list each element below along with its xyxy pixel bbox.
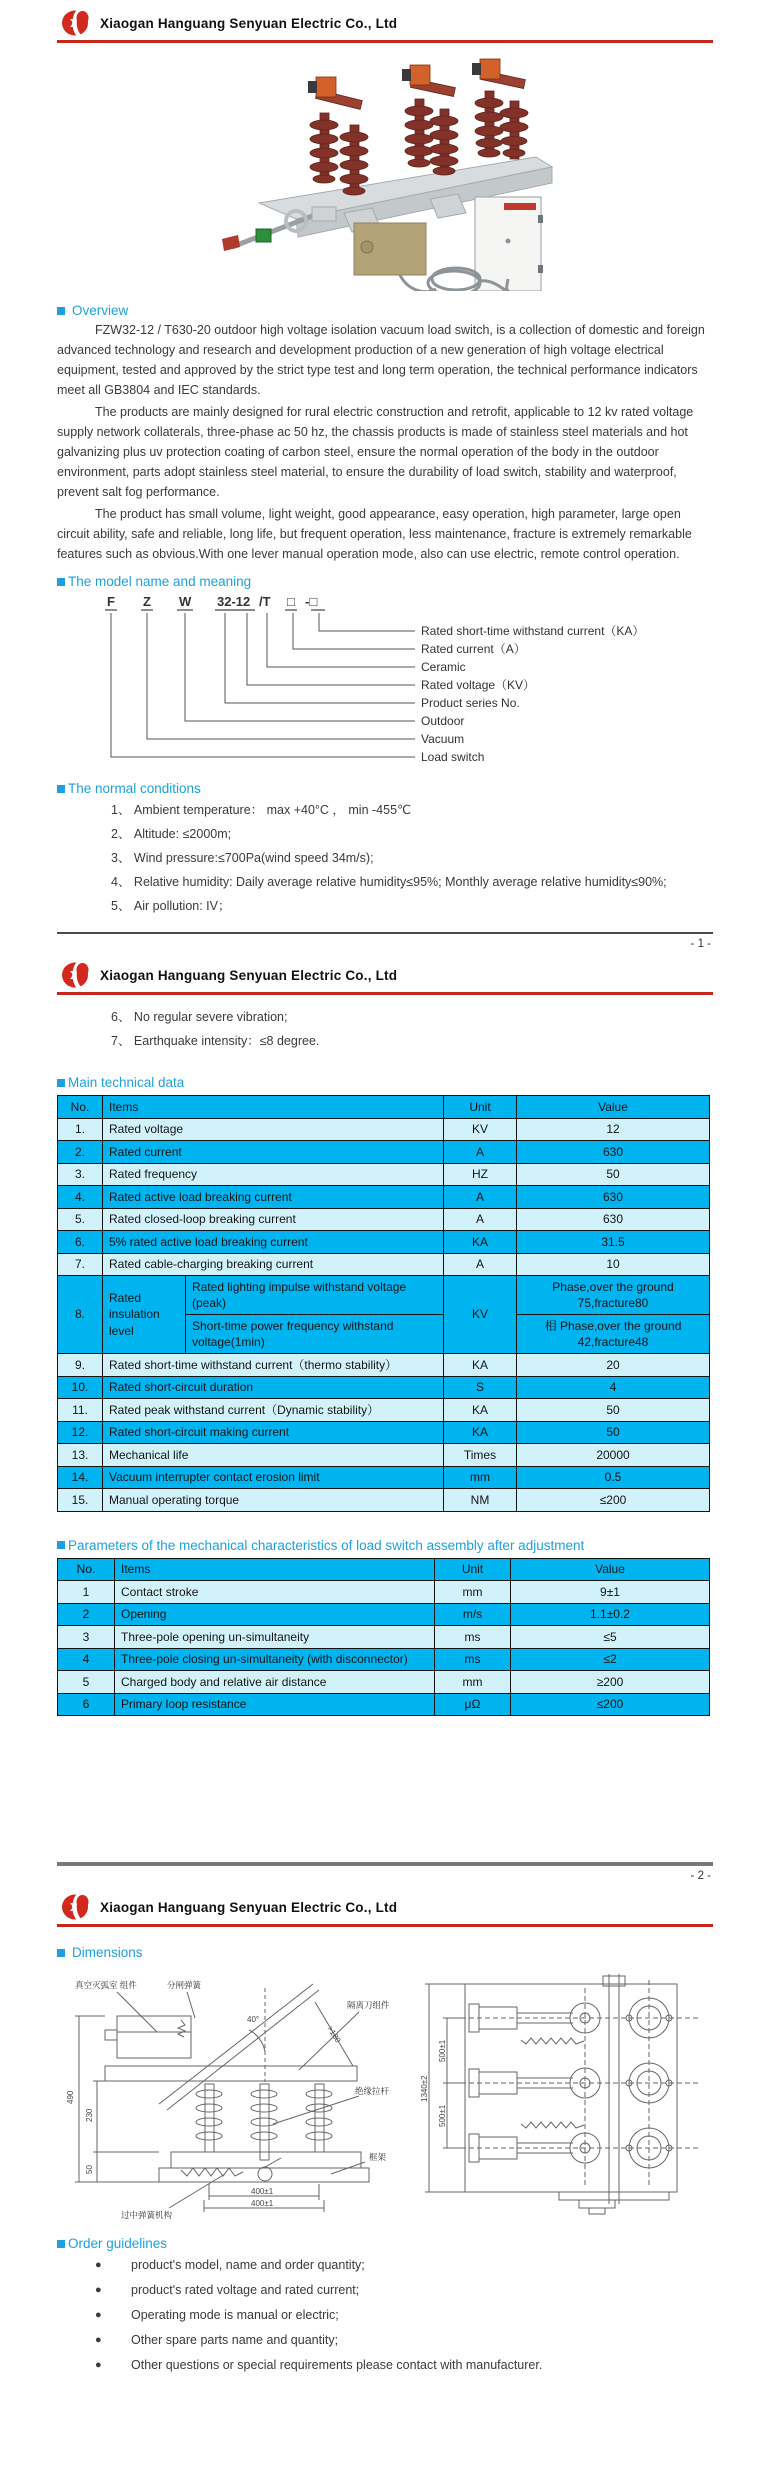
table-header-cell: Unit: [444, 1096, 517, 1119]
cell-unit: KV: [444, 1276, 517, 1354]
dimensions-drawing-front-view: [413, 1974, 713, 2226]
table-row: [58, 1163, 710, 1186]
section-bullet-icon: [57, 307, 65, 315]
cell-no: 6.: [58, 1231, 103, 1254]
section-title: The model name and meaning: [68, 574, 252, 589]
cell-value: 20000: [517, 1444, 710, 1467]
product-photo-wrap: [57, 43, 713, 293]
table-row: [58, 1581, 710, 1604]
table-row: [58, 1466, 710, 1489]
cell-item: Primary loop resistance: [115, 1693, 435, 1716]
cell-no: 1.: [58, 1118, 103, 1141]
cell-item: Rated peak withstand current（Dynamic stability）: [103, 1399, 444, 1422]
table-row: [58, 1489, 710, 1512]
order-item-text: product's model, name and order quantity;: [131, 2258, 365, 2272]
cell-no: 3.: [58, 1163, 103, 1186]
dimension-value: 500±1: [438, 2039, 447, 2062]
cell-item: Three-pole opening un-simultaneity: [115, 1626, 435, 1649]
section-title: Order guidelines: [68, 2236, 168, 2251]
cell-item: Short-time power frequency withstand voltage(1min): [186, 1315, 444, 1354]
cell-item: Rated voltage: [103, 1118, 444, 1141]
table-header-cell: No.: [58, 1096, 103, 1119]
company-logo-icon: [61, 961, 91, 989]
table-row: [58, 1276, 710, 1315]
cell-unit: A: [444, 1141, 517, 1164]
cell-unit: KA: [444, 1399, 517, 1422]
order-item-text: Operating mode is manual or electric;: [131, 2308, 339, 2322]
spacer: [57, 1716, 713, 1848]
cell-item: Rated short-circuit making current: [103, 1421, 444, 1444]
page-number: - 1 -: [690, 938, 711, 950]
cell-no: 5: [58, 1671, 115, 1694]
cell-value: 31.5: [517, 1231, 710, 1254]
condition-item: 5、 Air pollution: IV；: [111, 899, 231, 913]
cell-value: 0.5: [517, 1466, 710, 1489]
drawing-label: 真空灭弧室 组件: [75, 1980, 137, 1990]
cell-value: ≤200: [517, 1489, 710, 1512]
cell-item: Three-pole closing un-simultaneity (with disconnector): [115, 1648, 435, 1671]
table-row: [58, 1376, 710, 1399]
cell-value: 10: [517, 1253, 710, 1276]
section-title: The normal conditions: [68, 781, 201, 796]
model-code-segment: 32-12: [217, 594, 251, 609]
table-row: [58, 1231, 710, 1254]
order-item: [57, 2328, 713, 2353]
table-row: [58, 1626, 710, 1649]
cell-no: 8.: [58, 1276, 103, 1354]
model-label: Rated short-time withstand current（KA）: [421, 624, 645, 638]
section-bullet-icon: [57, 1949, 65, 1957]
section-heading-tech: [57, 1075, 713, 1090]
cell-value: 1.1±0.2: [511, 1603, 710, 1626]
dimension-value: 400±1: [251, 2199, 274, 2208]
dimensions-drawing-side-view: [59, 1974, 395, 2226]
cell-value: 630: [517, 1141, 710, 1164]
model-label: Ceramic: [421, 660, 466, 674]
table-row: [58, 1208, 710, 1231]
condition-item: 3、 Wind pressure:≤700Pa(wind speed 34m/s);: [111, 851, 374, 865]
cell-unit: m/s: [435, 1603, 511, 1626]
table-row: [58, 1671, 710, 1694]
model-code-segment: /T: [259, 594, 271, 609]
cell-unit: HZ: [444, 1163, 517, 1186]
section-title: Main technical data: [68, 1075, 185, 1090]
cell-value: ≤5: [511, 1626, 710, 1649]
cell-no: 1: [58, 1581, 115, 1604]
table-row: [58, 1141, 710, 1164]
table-row: [58, 1186, 710, 1209]
cell-unit: KA: [444, 1354, 517, 1377]
order-list: [57, 2253, 713, 2378]
table-row: [58, 1118, 710, 1141]
table-header-cell: No.: [58, 1558, 115, 1581]
dimension-value: 50: [85, 2165, 94, 2174]
cell-unit: A: [444, 1186, 517, 1209]
table-header-cell: Value: [511, 1558, 710, 1581]
order-item-text: product's rated voltage and rated current;: [131, 2283, 360, 2297]
company-name: Xiaogan Hanguang Senyuan Electric Co., Ltd: [100, 15, 398, 31]
table-row: [58, 1693, 710, 1716]
condition-item: 2、 Altitude: ≤2000m;: [111, 827, 232, 841]
table-header-row: [58, 1558, 710, 1581]
section-bullet-icon: [57, 1079, 65, 1087]
cell-unit: ms: [435, 1648, 511, 1671]
company-header: [57, 0, 713, 40]
overview-paragraph: The product has small volume, light weight, good appearance, easy operation, high parameter, large open circuit ability, safe and reliable, long life, but frequent operation, less maintenance, fracture is extremely remarkable features such as obvious.With one lever manual operation mode, also can use electric, remote control operation.: [57, 507, 692, 561]
dimension-value: 230: [85, 2108, 94, 2122]
cell-group: Rated insulation level: [103, 1276, 186, 1354]
section-heading-dimensions: [57, 1945, 713, 1960]
company-logo-icon: [61, 1893, 91, 1921]
model-label: Rated voltage（KV）: [421, 678, 536, 692]
overview-paragraph: The products are mainly designed for rural electric construction and retrofit, applicable to 12 kv rated voltage supply network collaterals, three-phase ac 50 hz, the chassis products is made of stainless steel materials and hot galvanizing plus uv protection coating of carbon steel, ensure the normal operation of the body in the outdoor environment, parts adopt stainless steel material, to ensure the durability of load switch, stability and waterproof, prevent salt fog performance.: [57, 405, 694, 499]
page-1: [0, 0, 770, 952]
dimension-value: 1340±2: [420, 2075, 429, 2102]
conditions-list: [57, 798, 713, 918]
model-diagram: [79, 591, 729, 771]
cell-value: 630: [517, 1208, 710, 1231]
cell-unit: mm: [435, 1671, 511, 1694]
section-heading-model: [57, 574, 713, 589]
dimension-value: 40°: [247, 2015, 260, 2024]
model-code-segment: □: [287, 594, 295, 609]
cell-no: 3: [58, 1626, 115, 1649]
cell-no: 12.: [58, 1421, 103, 1444]
cell-item: Rated short-time withstand current（thermo stability）: [103, 1354, 444, 1377]
drawing-label: 绝缘拉杆: [355, 2086, 390, 2096]
header-rule: [57, 992, 713, 995]
table-row: [58, 1648, 710, 1671]
overview-paragraph: FZW32-12 / T630-20 outdoor high voltage isolation vacuum load switch, is a collection of domestic and foreign advanced technology and research and development production of a new generation of high voltage electrical equipment, tested and approved by the strict type test and long term operation, the technical performance indicators meet all GB3804 and IEC standards.: [57, 323, 705, 397]
model-code-segment: W: [179, 594, 192, 609]
cell-item: Rated frequency: [103, 1163, 444, 1186]
section-bullet-icon: [57, 2240, 65, 2248]
model-code-segment: -□: [305, 594, 318, 609]
cell-value: ≤2: [511, 1648, 710, 1671]
dimension-value: 500±1: [438, 2104, 447, 2127]
bullet-icon: ●: [95, 2284, 102, 2296]
bullet-icon: ●: [95, 2359, 102, 2371]
model-label: Vacuum: [421, 732, 465, 746]
header-rule: [57, 1924, 713, 1927]
cell-unit: KV: [444, 1118, 517, 1141]
model-label: Outdoor: [421, 714, 465, 728]
company-header: [57, 1884, 713, 1924]
model-code-segment: F: [107, 594, 115, 609]
cell-unit: ms: [435, 1626, 511, 1649]
cell-unit: mm: [435, 1581, 511, 1604]
order-item: [57, 2303, 713, 2328]
order-item-text: Other spare parts name and quantity;: [131, 2333, 339, 2347]
cell-unit: μΩ: [435, 1693, 511, 1716]
cell-value: 9±1: [511, 1581, 710, 1604]
model-label: Product series No.: [421, 696, 520, 710]
order-item-text: Other questions or special requirements please contact with manufacturer.: [131, 2358, 543, 2372]
cell-item: Manual operating torque: [103, 1489, 444, 1512]
page-2: [0, 952, 770, 1884]
cell-no: 13.: [58, 1444, 103, 1467]
section-heading-order: [57, 2236, 713, 2251]
model-label: Rated current（A）: [421, 642, 526, 656]
cell-value: ≤200: [511, 1693, 710, 1716]
drawing-label: 过中弹簧机构: [121, 2210, 173, 2220]
cell-value: 50: [517, 1163, 710, 1186]
order-item: [57, 2253, 713, 2278]
cell-item: Rated active load breaking current: [103, 1186, 444, 1209]
cell-item: Mechanical life: [103, 1444, 444, 1467]
cell-no: 5.: [58, 1208, 103, 1231]
condition-item: 4、 Relative humidity: Daily average relative humidity≤95%; Monthly average relative humidity≤90%;: [111, 875, 667, 889]
cell-no: 2: [58, 1603, 115, 1626]
cell-no: 4.: [58, 1186, 103, 1209]
section-bullet-icon: [57, 785, 65, 793]
product-photo: [204, 51, 604, 291]
dimension-drawings: [59, 1974, 713, 2226]
condition-item: 1、 Ambient temperature： max +40°C ， min -455℃: [111, 803, 412, 817]
table-row: [58, 1603, 710, 1626]
cell-no: 9.: [58, 1354, 103, 1377]
cell-item: Rated short-circuit duration: [103, 1376, 444, 1399]
cell-value: 4: [517, 1376, 710, 1399]
cell-item: Contact stroke: [115, 1581, 435, 1604]
cell-no: 4: [58, 1648, 115, 1671]
cell-unit: Times: [444, 1444, 517, 1467]
company-logo-icon: [61, 9, 91, 37]
cell-no: 14.: [58, 1466, 103, 1489]
cell-value: 20: [517, 1354, 710, 1377]
cell-value: Phase,over the ground 75,fracture80: [517, 1276, 710, 1315]
cell-unit: S: [444, 1376, 517, 1399]
cell-no: 15.: [58, 1489, 103, 1512]
cell-value: ≥200: [511, 1671, 710, 1694]
cell-no: 7.: [58, 1253, 103, 1276]
table-header-row: [58, 1096, 710, 1119]
drawing-label: 隔离刀组件: [347, 2000, 390, 2010]
cell-no: 11.: [58, 1399, 103, 1422]
cell-item: Rated cable-charging breaking current: [103, 1253, 444, 1276]
cell-unit: NM: [444, 1489, 517, 1512]
cell-unit: KA: [444, 1231, 517, 1254]
section-heading-mech: [57, 1538, 713, 1553]
cell-value: 相 Phase,over the ground 42,fracture48: [517, 1315, 710, 1354]
condition-item: 6、 No regular severe vibration;: [111, 1010, 288, 1024]
section-bullet-icon: [57, 578, 65, 586]
model-code-segment: Z: [143, 594, 151, 609]
table-row: [58, 1421, 710, 1444]
cell-no: 2.: [58, 1141, 103, 1164]
cell-unit: KA: [444, 1421, 517, 1444]
cell-unit: A: [444, 1208, 517, 1231]
bullet-icon: ●: [95, 2309, 102, 2321]
page-number: - 2 -: [690, 1870, 711, 1882]
cell-item: Rated lighting impulse withstand voltage (peak): [186, 1276, 444, 1315]
table-row: [58, 1444, 710, 1467]
bullet-icon: ●: [95, 2259, 102, 2271]
cell-item: Vacuum interrupter contact erosion limit: [103, 1466, 444, 1489]
model-label: Load switch: [421, 750, 485, 764]
drawing-label: 框架: [369, 2152, 387, 2162]
cell-item: Rated closed-loop breaking current: [103, 1208, 444, 1231]
table-header-cell: Items: [103, 1096, 444, 1119]
tech-table: [57, 1095, 710, 1512]
cell-value: 12: [517, 1118, 710, 1141]
dimension-value: 400±1: [251, 2187, 274, 2196]
section-heading-overview: [57, 303, 713, 318]
cell-no: 10.: [58, 1376, 103, 1399]
cell-value: 50: [517, 1399, 710, 1422]
bullet-icon: ●: [95, 2334, 102, 2346]
company-name: Xiaogan Hanguang Senyuan Electric Co., Ltd: [100, 1899, 398, 1915]
drawing-label: 分闸弹簧: [167, 1980, 202, 1990]
dimension-value: 490: [66, 2090, 75, 2104]
cell-unit: mm: [444, 1466, 517, 1489]
page-3: [0, 1884, 770, 2378]
condition-item: 7、 Earthquake intensity：≤8 degree.: [111, 1034, 320, 1048]
dimension-value: >180: [325, 2024, 343, 2045]
cell-value: 50: [517, 1421, 710, 1444]
mech-table: [57, 1558, 710, 1717]
cell-item: Rated current: [103, 1141, 444, 1164]
table-row: [58, 1399, 710, 1422]
order-item: [57, 2278, 713, 2303]
table-row: [58, 1253, 710, 1276]
company-header: [57, 952, 713, 992]
table-header-cell: Unit: [435, 1558, 511, 1581]
cell-value: 630: [517, 1186, 710, 1209]
cell-item: 5% rated active load breaking current: [103, 1231, 444, 1254]
section-title: Overview: [72, 303, 129, 318]
cell-item: Charged body and relative air distance: [115, 1671, 435, 1694]
cell-no: 6: [58, 1693, 115, 1716]
order-item: [57, 2353, 713, 2378]
section-title: Parameters of the mechanical characteristics of load switch assembly after adjustment: [68, 1537, 585, 1553]
section-title: Dimensions: [72, 1945, 143, 1960]
section-heading-conditions: [57, 781, 713, 796]
table-header-cell: Value: [517, 1096, 710, 1119]
company-name: Xiaogan Hanguang Senyuan Electric Co., Ltd: [100, 967, 398, 983]
table-header-cell: Items: [115, 1558, 435, 1581]
table-row: [58, 1354, 710, 1377]
cell-item: Opening: [115, 1603, 435, 1626]
conditions-continued: [57, 1005, 713, 1053]
section-bullet-icon: [57, 1541, 65, 1549]
cell-unit: A: [444, 1253, 517, 1276]
